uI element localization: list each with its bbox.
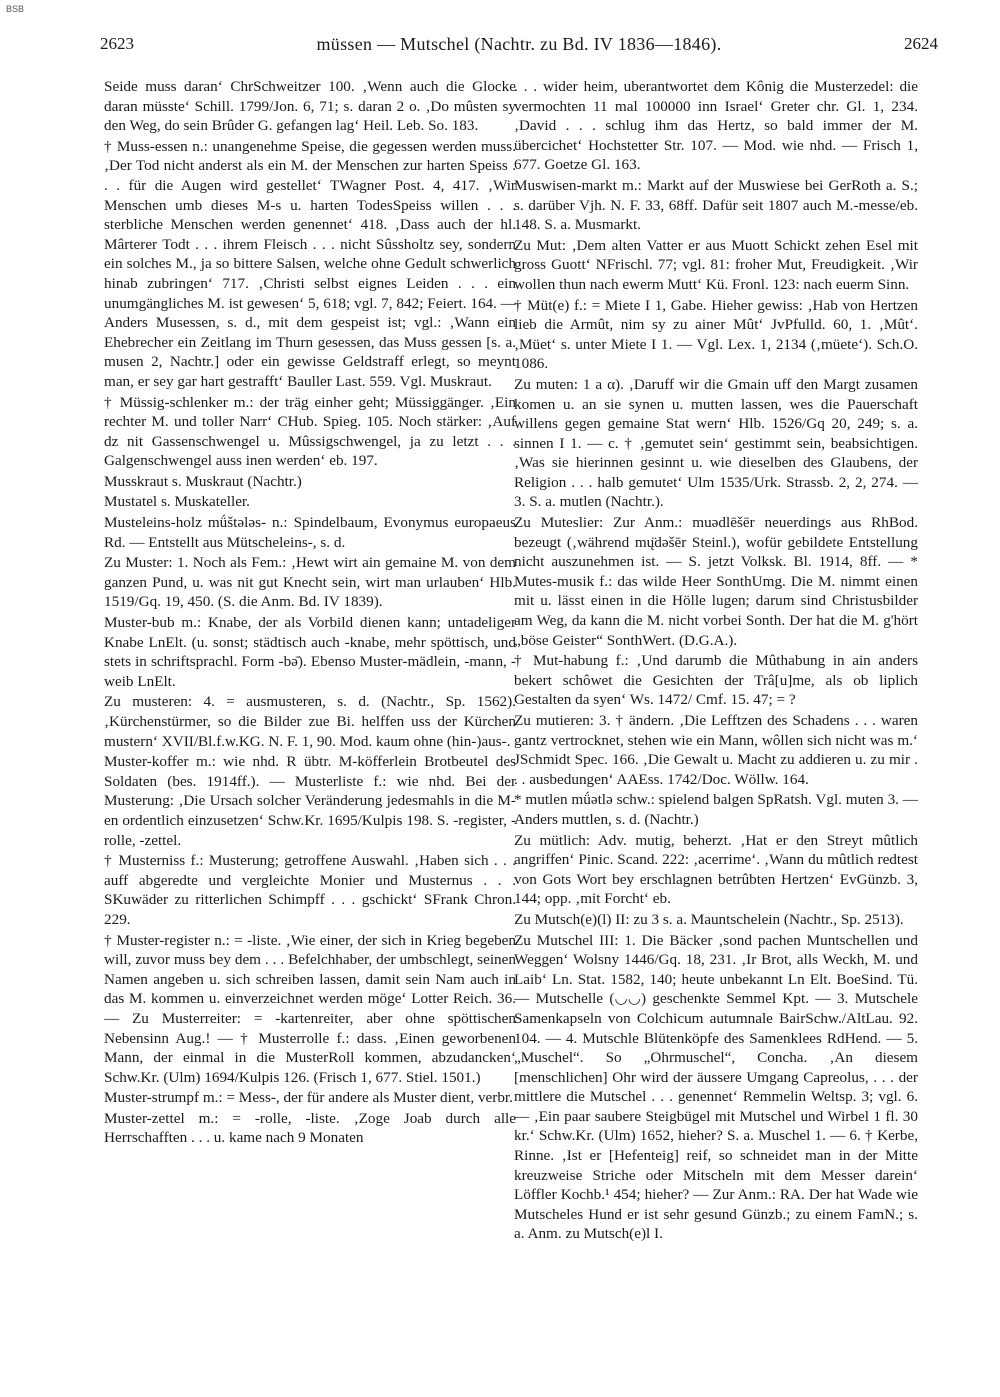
dictionary-entry: Zu Muteslier: Zur Anm.: muədlēšēr neuerdings aus RhBod. bezeugt (‚während mų̈dəšēr Steinl.), wofür gebildete Entstellung nicht auszunehmen ist. — S. jetzt Volksk. Bl. 1914, 8ff. — * Mutes-musik f.: das wilde Heer SonthUmg. Die M. nimmt einen mit u. lässt einen in die Hölle lugen; darum sind Christusbilder am Weg, da kann die M. nicht vorbei Sonth. Der hat die M. g'hört „böse Geister“ SonthWert. (D.G.A.). [514,514,918,649]
dictionary-entry: Muster-zettel m.: = -rolle, -liste. ‚Zoge Joab durch alle Herrschafften . . . u. kame nach 9 Monaten [104,1109,516,1147]
dictionary-entry: Muswisen-markt m.: Markt auf der Muswiese bei GerRoth a. S.; s. darüber Vjh. N. F. 33, 68ff. Dafür seit 1807 auch M.-messe/eb. 148. S. a. Musmarkt. [514,176,918,234]
dictionary-entry: Mustatel s. Muskateller. [104,493,250,511]
dictionary-entry: Musteleins-holz mǘštələs- n.: Spindelbaum, Evonymus europaeus Rd. — Entstellt aus Mütscheleins-, s. d. [104,514,516,551]
dictionary-entry: Muster-koffer m.: wie nhd. R übtr. M-köfferlein Brotbeutel des Soldaten (bes. 1914ff.). — Musterliste f.: wie nhd. Bei der Musterung: ‚Die Ursach solcher Veränderung jedesmahls in die M-en ordentlich einzusetzen‘ Schw.Kr. 1695/Kulpis 198. S. -register, -rolle, -zettel. [104,753,516,849]
dictionary-entry: Seide muss daran‘ ChrSchweitzer 100. ‚Wenn auch die Glocke daran müsste‘ Schill. 1799/Jon. 6, 71; s. daran 2 o. ‚Do mûsten sy den Weg, do sein Brûder G. gefangen lag‘ Heil. Leb. So. 183. [104,78,516,135]
dictionary-entry: † Müt(e) f.: = Miete I 1, Gabe. Hieher gewiss: ‚Hab von Hertzen lieb die Armût, nim sy zu ainer Mût‘ JvPfulld. 60, 1. ‚Mût‘. ‚Müet‘ s. unter Miete I 1. — Vgl. Lex. 1, 2134 (‚müete‘). Sch.O. 1086. [514,296,918,373]
left-page-number: 2623 [100,34,134,53]
dictionary-entry: † Müssig-schlenker m.: der träg einher geht; Müssiggänger. ‚Ein rechter M. und toller Narr‘ CHub. Spieg. 105. Noch stärker: ‚Auf dz nit Gassenschwengel u. Mûssigschwengel, ja zu letzt . . . Galgenschwengel auss inen werden‘ eb. 197. [104,393,516,470]
running-title: müssen — Mutschel (Nachtr. zu Bd. IV 1836—1846). [316,34,722,54]
dictionary-entry: Zu Muster: 1. Noch als Fem.: ‚Hewt wirt ain gemaine M. von dem ganzen Pund, u. was nit gut Knecht sein, wirt man urlauben‘ Hlb. 1519/Gq. 19, 450. (S. die Anm. Bd. IV 1839). [104,554,516,611]
dictionary-entry: Muster-bub m.: Knabe, der als Vorbild dienen kann; untadeliger Knabe LnElt. (u. sonst; städtisch auch -knabe, mehr spöttisch, und stets in schriftsprachl. Form -bə̄). Ebenso Muster-mädlein, -mann, -weib LnElt. [104,614,516,690]
dictionary-entry: † Muster-register n.: = -liste. ‚Wie einer, der sich in Krieg begeben will, zuvor muss bey dem . . . Befelchhaber, der umbschlegt, seinen Namen angeben u. sich schreiben lassen, damit sein Nam auch in das M. kommen u. einverzeichnet werden möge‘ Lotter Reich. 36. — Zu Musterreiter: = -kartenreiter, aber ohne spöttischen Nebensinn Aug.! — † Musterrolle f.: dass. ‚Einen geworbenen Mann, der einmal in die MusterRoll kommen, abzudancken‘ Schw.Kr. (Ulm) 1694/Kulpis 126. (Frisch 1, 677. Stiel. 1501.) [104,931,516,1086]
dictionary-entry: Zu Mut: ‚Dem alten Vatter er aus Muott Schickt zehen Esel mit gross Guott‘ NFrischl. 77; vgl. 81: froher Mut, Freudigkeit. ‚Wir wollen thun nach ewerm Mutt‘ Kü. Fronl. 123: nach euerm Sinn. [514,236,918,293]
right-column [514,77,918,1245]
dictionary-entry: Zu muten: 1 a α). ‚Daruff wir die Gmain uff den Margt zusamen komen u. an sie synen u. mutten lassen, wes die Pauerschaft willens gegen gemaine Stat wern‘ Hlb. 1526/Gq 20, 249; s. a. sinnen I 1. — c. † ‚gemutet sein‘ gestimmt sein, beabsichtigen. ‚Was sie hierinnen gesinnt u. wie dieselben des Glaubens, der Religion . . . halb gemutet‘ Ulm 1535/Urk. Strassb. 2, 2, 274. — 3. S. a. mutlen (Nachtr.). [514,375,918,511]
page-header [100,34,938,64]
dictionary-entry: * mutlen mǘətlə schw.: spielend balgen SpRatsh. Vgl. muten 3. — Anders muttlen, s. d. (Nachtr.) [514,791,918,828]
dictionary-entry: Zu mütlich: Adv. mutig, beherzt. ‚Hat er den Streyt mûtlich angriffen‘ Pinic. Scand. 222: ‚acerrime‘. ‚Wann du mûtlich redtest von Gots Wort bey erschlagnen betrûbten Hertzen‘ EvGünzb. 3, 144; opp. ‚mit Forcht‘ eb. [514,831,918,908]
dictionary-entry: Zu Mutsch(e)(l) II: zu 3 s. a. Mauntschelein (Nachtr., Sp. 2513). [514,910,904,928]
dictionary-entry: † Musterniss f.: Musterung; getroffene Auswahl. ‚Haben sich . . . auff abgeredte und vergleichte Monier und Musternus . . . SKuwäder zu ritterlichen Schimpff . . . gschickt‘ SFrank Chron. 229. [104,852,516,928]
dictionary-entry: Musskraut s. Muskraut (Nachtr.) [104,472,302,490]
library-stamp: BSB [6,4,25,14]
dictionary-entry: Zu musteren: 4. = ausmusteren, s. d. (Nachtr., Sp. 1562). ‚Kürchenstürmer, so die Bilder zue Bi. helffen uss der Kürchen mustern‘ XVII/Bl.f.w.KG. N. F. 1, 90. Mod. kaum ohne (hin-)aus-. [104,693,516,750]
right-page-number: 2624 [904,34,938,53]
dictionary-entry: † Mut-habung f.: ‚Und darumb die Mûthabung in ain anders bekert schôwet die Gesichten der Trâ[u]me, als ob liplich Gestalten da syen‘ Ws. 1472/ Cmf. 15. 47; = ? [514,652,918,709]
left-column [104,77,516,1149]
dictionary-entry: Zu mutieren: 3. † ändern. ‚Die Lefftzen des Schadens . . . waren gantz vertrocknet, stehen wie ein Mann, wôllen sich nicht was m.‘ JSchmidt Spec. 166. ‚Die Gewalt u. Macht zu addieren u. zu mir . . . ausbedungen‘ AAEss. 1742/Doc. Wöllw. 164. [514,712,918,788]
dictionary-entry: Zu Mutschel III: 1. Die Bäcker ‚sond pachen Muntschellen und Weggen‘ Wolsny 1446/Gq. 18, 231. ‚Ir Brot, alls Weckh, M. und Laib‘ Ln. Stat. 1582, 140; heute unbekannt Ln Elt. BoeSind. Tü. — Mutschelle (◡◡) geschenkte Semmel Kpt. — 3. Mutschele Samenkapseln von Colchicum autumnale BairSchw./AltLau. 92. 104. — 4. Mutschle Blütenköpfe des Samenklees RdHend. — 5. „Muschel“. So „Ohrmuschel“, Concha. ‚An diesem [menschlichen] Ohr wird der äussere Umgang Capreolus, . . . der mittlere die Mutschel . . . genennet‘ Remmelin Weltsp. 3; vgl. 6. — ‚Ein paar saubere Steigbügel mit Mutschel und Wirbel 1 fl. 30 kr.‘ Schw.Kr. (Ulm) 1652, hieher? S. a. Muschel 1. — 6. † Kerbe, Rinne. ‚Ist er [Hefenteig] reif, so schneidet man in der Mitte kreuzweise Striche oder Mitscheln mit dem Messer darein‘ Löffler Kochb.¹ 454; hieher? — Zur Anm.: RA. Der hat Wade wie Mutscheles Hund er ist sehr gesund Günzb.; zu einem FamN.; s. a. Anm. zu Mutsch(e)l I. [514,931,918,1243]
dictionary-entry: † Muss-essen n.: unangenehme Speise, die gegessen werden muss. ‚Der Tod nicht anderst als ein M. der Menschen zur harten Speiss . . . für die Augen wird gestellet‘ TWagner Post. 4, 417. ‚Wir Menschen umb dieses M-s u. harten TodesSpeiss willen . . . sterbliche Menschen werden genennet‘ 418. ‚Dass auch der hl. Mârterer Todt . . . ihrem Fleisch . . . nicht Sûssholtz sey, sondern ein solches M., ja so bittere Salsen, welche ohne Gedult schwerlich hinab zubringen‘ 717. ‚Christi selbst eignes Leiden . . . ein unumgängliches M. ist gewesen‘ 5, 618; vgl. 7, 842; Feiert. 164. — Anders Musessen, s. d., mit dem gespeist ist; vgl.: ‚Wann ein Ehebrecher ein Zeitlang im Thurn gesessen, das Muss gessen [s. a. musen 2, Nachtr.] oder ein gewisse Geldstraff erlegt, so meynt man, er sey gar hart gestrafft‘ Bauller Last. 559. Vgl. Muskraut. [104,137,516,390]
dictionary-entry: . . . wider heim, uberantwortet dem Kônig die Musterzedel: die vermochten 11 mal 100000 inn Israel‘ Greter chr. Gl. 1, 234. ‚David . . . schlug ihm das Hertz, so bald immer der M. übercichet‘ Hochstetter Str. 107. — Mod. wie nhd. — Frisch 1, 677. Goetze Gl. 163. [514,78,918,174]
dictionary-entry: Muster-strumpf m.: = Mess-, der für andere als Muster dient, verbr. [104,1089,513,1107]
